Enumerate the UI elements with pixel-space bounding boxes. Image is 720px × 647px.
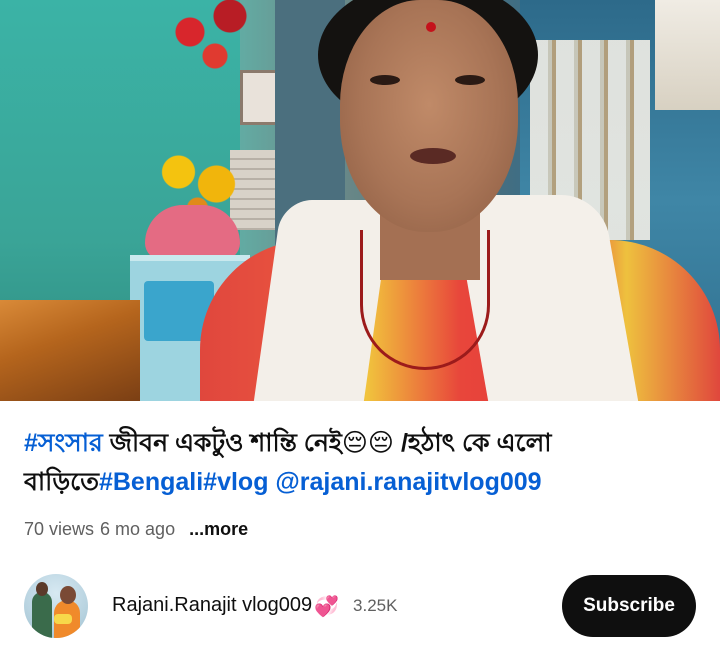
person-mouth <box>410 148 456 164</box>
channel-name-text: Rajani.Ranajit vlog009 <box>112 593 313 616</box>
avatar-figure-2-head <box>60 586 76 604</box>
hashtag-vlog[interactable]: #vlog <box>203 468 269 496</box>
person-necklace <box>360 230 490 370</box>
more-link[interactable]: ...more <box>189 519 249 539</box>
heart-icon: 💞 <box>314 595 340 618</box>
decor-cloth <box>0 300 140 401</box>
hashtag-bengali[interactable]: #Bengali <box>98 468 204 496</box>
channel-mention[interactable]: @rajani.ranajitvlog009 <box>268 468 542 496</box>
person-bindi <box>426 22 436 32</box>
person-face <box>340 0 518 232</box>
subscribe-button[interactable]: Subscribe <box>562 575 696 637</box>
person-eye-right <box>455 75 485 85</box>
title-text-2: /হঠাৎ কে এলো বাড়িতে <box>24 429 552 496</box>
decor-photo-frame <box>240 70 280 125</box>
person-eye-left <box>370 75 400 85</box>
channel-avatar[interactable] <box>24 574 88 638</box>
channel-name[interactable] <box>112 594 339 619</box>
title-emoji: 😔😔 <box>341 429 394 457</box>
avatar-flowers <box>54 614 72 624</box>
hashtag-songsar[interactable]: #সংসার <box>24 429 103 457</box>
upload-age: 6 mo ago <box>100 519 176 539</box>
decor-red-flowers <box>160 0 260 80</box>
title-text-1: জীবন একটুও শান্তি নেই <box>102 429 342 457</box>
avatar-figure-1-head <box>36 582 48 596</box>
avatar-figure-1 <box>32 592 52 638</box>
video-title[interactable] <box>24 424 704 502</box>
video-meta <box>24 519 248 540</box>
decor-basket <box>145 205 240 260</box>
decor-towel <box>655 0 720 110</box>
channel-row <box>24 574 696 638</box>
view-count: 70 views <box>24 519 95 539</box>
subscriber-count: 3.25K <box>353 596 398 615</box>
